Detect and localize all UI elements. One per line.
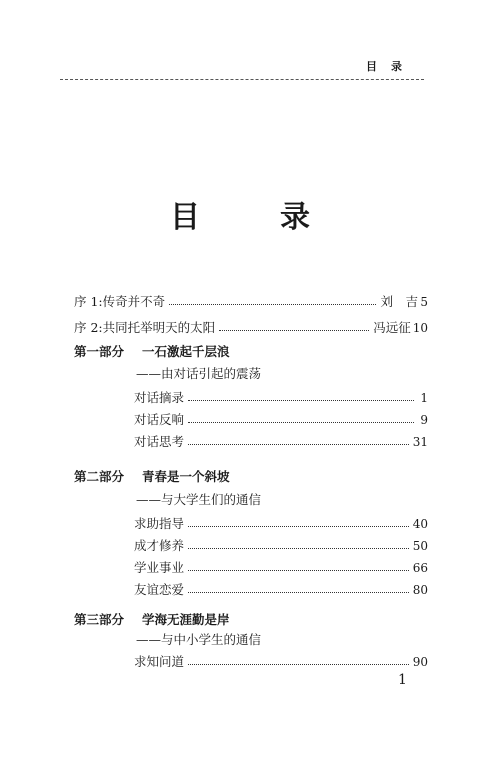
toc-entry-page: 66 bbox=[412, 561, 428, 575]
part-title: 一石激起千层浪 bbox=[142, 343, 230, 359]
title-char-2: 录 bbox=[280, 200, 310, 235]
toc-part-2-heading[interactable] bbox=[74, 467, 428, 483]
toc-entry-page: 40 bbox=[412, 517, 428, 531]
toc-part-3-heading[interactable] bbox=[74, 610, 428, 626]
toc-entry-page: 90 bbox=[412, 655, 428, 669]
toc-entry[interactable] bbox=[134, 410, 428, 426]
toc-entry[interactable] bbox=[134, 514, 428, 530]
toc-part-1-heading[interactable] bbox=[74, 342, 428, 358]
toc-part-2-subtitle bbox=[136, 490, 430, 506]
toc-entry-label: 求知问道 bbox=[134, 653, 185, 669]
toc-entry-preface-2[interactable] bbox=[74, 318, 428, 334]
toc-entry-label: 求助指导 bbox=[134, 515, 185, 531]
leader-dots bbox=[188, 547, 409, 549]
toc-entry-page: 9 bbox=[420, 413, 428, 427]
leader-dots bbox=[188, 525, 409, 527]
part-number: 第一部分 bbox=[74, 343, 125, 359]
part-title: 学海无涯勤是岸 bbox=[142, 611, 230, 627]
leader-dots bbox=[169, 303, 376, 305]
toc-entry-author: 刘 吉 bbox=[380, 293, 418, 309]
leader-dots bbox=[188, 399, 414, 401]
leader-dots bbox=[188, 591, 409, 593]
toc-entry-page: 50 bbox=[412, 539, 428, 553]
toc-entry-label: 友谊恋爱 bbox=[134, 581, 185, 597]
leader-dots bbox=[188, 421, 414, 423]
toc-entry-author: 冯远征 bbox=[373, 319, 411, 335]
toc-entry[interactable] bbox=[134, 388, 428, 404]
toc-entry-page: 1 bbox=[420, 391, 428, 405]
toc-part-3-subtitle bbox=[136, 630, 430, 646]
part-number: 第二部分 bbox=[74, 468, 125, 484]
part-number: 第三部分 bbox=[74, 611, 125, 627]
toc-entry-label: 对话摘录 bbox=[134, 389, 185, 405]
part-subtitle: ——由对话引起的震荡 bbox=[136, 365, 262, 381]
toc-entry-label: 序 1:传奇并不奇 bbox=[74, 293, 166, 309]
toc-entry-page: 5 bbox=[420, 295, 428, 309]
toc-entry[interactable] bbox=[134, 580, 428, 596]
title-char-1: 目 bbox=[170, 200, 200, 235]
part-subtitle: ——与大学生们的通信 bbox=[136, 491, 262, 507]
toc-entry-label: 成才修养 bbox=[134, 537, 185, 553]
footer-page-number: 1 bbox=[398, 672, 407, 688]
toc-entry-page: 80 bbox=[412, 583, 428, 597]
leader-dots bbox=[188, 569, 409, 571]
toc-entry[interactable] bbox=[134, 536, 428, 552]
toc-entry-preface-1[interactable] bbox=[74, 292, 428, 308]
toc-entry-page: 10 bbox=[412, 321, 428, 335]
leader-dots bbox=[188, 443, 409, 445]
leader-dots bbox=[219, 329, 369, 331]
toc-entry-label: 对话思考 bbox=[134, 433, 185, 449]
toc-entry-page: 31 bbox=[412, 435, 428, 449]
toc-entry[interactable] bbox=[134, 652, 428, 668]
header-label: 目录 bbox=[366, 60, 416, 73]
part-subtitle: ——与中小学生的通信 bbox=[136, 631, 262, 647]
toc-part-1-subtitle bbox=[136, 364, 430, 380]
toc-entry[interactable] bbox=[134, 432, 428, 448]
part-title: 青春是一个斜坡 bbox=[142, 468, 230, 484]
leader-dots bbox=[188, 663, 409, 665]
page-title bbox=[170, 192, 310, 236]
header-rule bbox=[60, 79, 424, 80]
toc-entry-label: 序 2:共同托举明天的太阳 bbox=[74, 319, 216, 335]
toc-entry-label: 对话反响 bbox=[134, 411, 185, 427]
toc-entry[interactable] bbox=[134, 558, 428, 574]
toc-entry-label: 学业事业 bbox=[134, 559, 185, 575]
